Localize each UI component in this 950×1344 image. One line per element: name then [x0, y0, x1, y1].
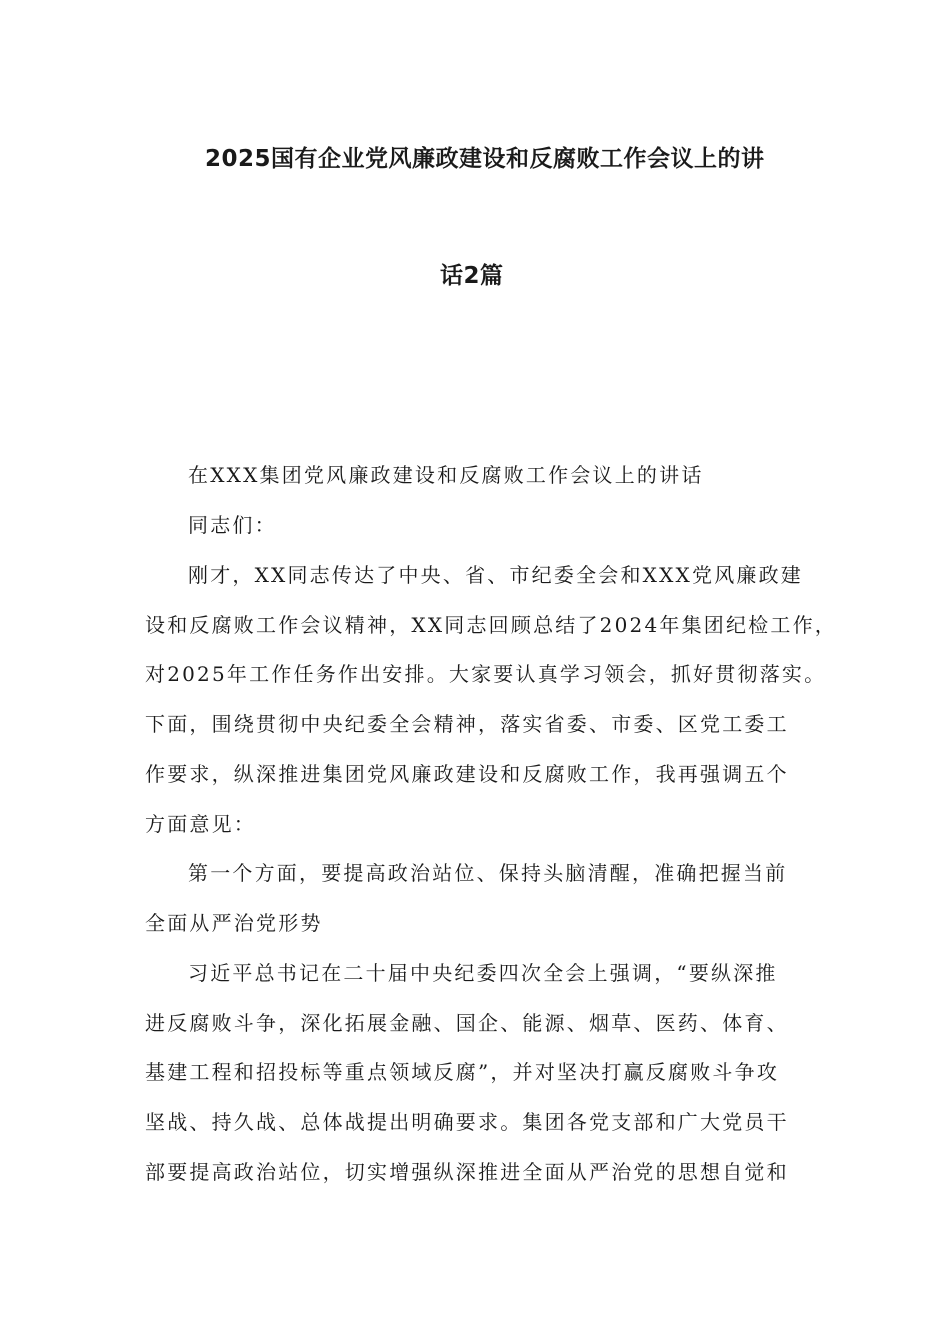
paragraph-line: 刚才，XX同志传达了中央、省、市纪委全会和XXX党风廉政建 — [188, 563, 803, 587]
document-title-line-1: 2025国有企业党风廉政建设和反腐败工作会议上的讲 — [205, 146, 765, 172]
paragraph-line: 习近平总书记在二十届中央纪委四次全会上强调，“要纵深推 — [188, 961, 778, 985]
document-title-line-2: 话2篇 — [440, 263, 504, 289]
salutation: 同志们： — [188, 513, 277, 537]
paragraph-line: 设和反腐败工作会议精神，XX同志回顾总结了2024年集团纪检工作， — [145, 613, 837, 637]
paragraph-line: 作要求，纵深推进集团党风廉政建设和反腐败工作，我再强调五个 — [145, 762, 789, 786]
paragraph-line: 基建工程和招投标等重点领域反腐”，并对坚决打赢反腐败斗争攻 — [145, 1060, 780, 1084]
section-heading-line: 第一个方面，要提高政治站位、保持头脑清醒，准确把握当前 — [188, 861, 788, 885]
section-heading-line: 全面从严治党形势 — [145, 911, 323, 935]
paragraph-line: 部要提高政治站位，切实增强纵深推进全面从严治党的思想自觉和 — [145, 1160, 789, 1184]
paragraph-line: 对2025年工作任务作出安排。大家要认真学习领会，抓好贯彻落实。 — [145, 662, 827, 686]
paragraph-line: 下面，围绕贯彻中央纪委全会精神，落实省委、市委、区党工委工 — [145, 712, 789, 736]
speech-heading: 在XXX集团党风廉政建设和反腐败工作会议上的讲话 — [188, 463, 704, 487]
paragraph-line: 方面意见： — [145, 812, 256, 836]
paragraph-line: 进反腐败斗争，深化拓展金融、国企、能源、烟草、医药、体育、 — [145, 1011, 789, 1035]
paragraph-line: 坚战、持久战、总体战提出明确要求。集团各党支部和广大党员干 — [145, 1110, 789, 1134]
